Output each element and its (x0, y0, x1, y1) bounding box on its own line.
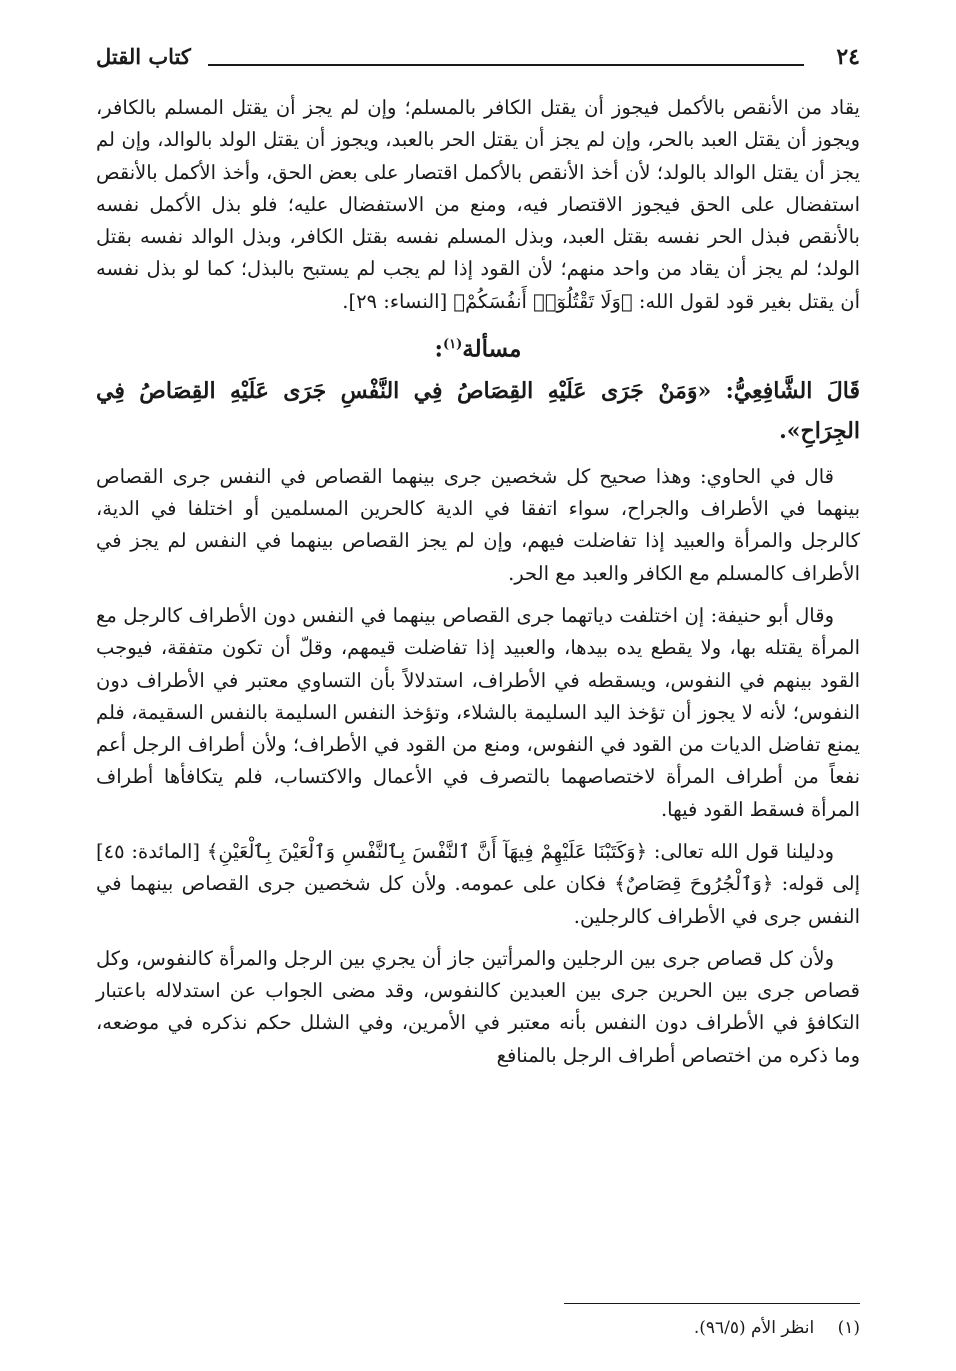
header-rule (208, 64, 804, 66)
paragraph-abu-hanifa: وقال أبو حنيفة: إن اختلفت دياتهما جرى القصاص بينهما في النفس دون الأطراف كالرجل مع المرأة يقتله بها، ولا يقطع يده بيدها، والعبيد إذا تفاضلت قيمهم، وقلّ أن تكون متفقة، فيوجب القود بينهم في النفوس، ويسقطه في الأطراف، استدلالاً بأن التساوي معتبر في الأطراف دون النفوس؛ لأنه لا يجوز أن تؤخذ اليد السليمة بالشلاء، وتؤخذ النفس السليمة بالنفس السقيمة، فلم يمنع تفاضل الديات من القود في النفوس، ومنع من القود في الأطراف؛ ولأن أطراف الرجل أعم نفعاً من أطراف المرأة لاختصاصهما بالتصرف في الأعمال والاكتساب، فلم يتكافأها أطراف المرأة فسقط القود فيها. (96, 603, 860, 821)
footnote-number: (١) (837, 1318, 860, 1338)
paragraph-evidence: ودليلنا قول الله تعالى: ﴿وَكَتَبْنَا عَلَيْهِمْ فِيهَآ أَنَّ ٱلنَّفْسَ بِٱلنَّفْسِ وَٱلْعَيْنَ بِٱلْعَيْنِ﴾ [المائدة: ٤٥] إلى قوله: ﴿وَٱلْجُرُوحَ قِصَاصٌ﴾ فكان على عمومه. ولأن كل شخصين جرى القصاص بينهما في النفس جرى في الأطراف كالرجلين. (96, 840, 860, 928)
footnote-text: انظر الأم (٩٦/٥). (693, 1318, 815, 1338)
masala-title: مسألة (462, 335, 522, 363)
paragraph-analogy: ولأن كل قصاص جرى بين الرجلين والمرأتين جاز أن يجري بين الرجل والمرأة كالنفوس، وكل قصاص جرى بين الحرين جرى بين العبدين كالنفوس، وقد مضى الجواب عن استدلاله باعتبار التكافؤ في الأطراف دون النفس بأنه معتبر في الأمرين، وفي الشلل حكم نذكره في موضعه، وما ذكره من اختصاص أطراف الرجل بالمنافع (96, 946, 860, 1067)
page-header (96, 44, 860, 84)
paragraph-hawi: قال في الحاوي: وهذا صحيح كل شخصين جرى بينهما القصاص في النفس جرى القصاص بينهما في الأطراف والجراح، سواء اتفقا في الدية كالحرين المسلمين أو اختلفا في الدية، كالرجل والمرأة والعبيد إذا تفاضلت فيهم، وإن لم يجز القصاص بينهما في النفس لم يجز في الأطراف كالمسلم مع الكافر والعبد مع الحر. (96, 464, 860, 585)
opening-paragraph: يقاد من الأنقص بالأكمل فيجوز أن يقتل الكافر بالمسلم؛ وإن لم يجز أن يقتل المسلم بالكافر، ويجوز أن يقتل العبد بالحر، وإن لم يجز أن يقتل الحر بالعبد، ويجوز أن يقتل الولد بالوالد، وإن لم يجز أن يقتل الوالد بالولد؛ لأن أخذ الأنقص بالأكمل اقتصار على بعض الحق، وأخذ الأكمل بالأنقص استفضال على الحق فيجوز الاقتصار فيه، ومنع من الاستفضال عليه؛ فلو بذل الأكمل نفسه بالأنقص فبذل الحر نفسه بقتل العبد، وبذل المسلم نفسه بقتل الكافر، وبذل الوالد نفسه بقتل الولد؛ لم يجز أن يقاد من واحد منهم؛ لأن القود إذا لم يجب لم يستبح بالبذل؛ كما لو بذل نفسه أن يقتل بغير قود لقول الله: ﴿وَلَا تَقْتُلُوٓا۟ أَنفُسَكُمْ﴾ [النساء: ٢٩]. (96, 96, 860, 313)
page-body (96, 92, 860, 1072)
page-number: ٢٤ (836, 44, 860, 70)
footnote (694, 1318, 860, 1338)
book-title: كتاب القتل (96, 44, 191, 69)
footnote-ref: (١) (443, 337, 463, 353)
shafii-quote: قَالَ الشَّافِعِيُّ: «وَمَنْ جَرَى عَلَيْهِ القِصَاصُ فِي النَّفْسِ جَرَى عَلَيْهِ القِصَاصُ فِي الجِرَاحِ». (96, 377, 860, 444)
masala-suffix: : (434, 335, 443, 363)
footnote-rule (564, 1303, 860, 1304)
masala-heading (96, 326, 860, 369)
